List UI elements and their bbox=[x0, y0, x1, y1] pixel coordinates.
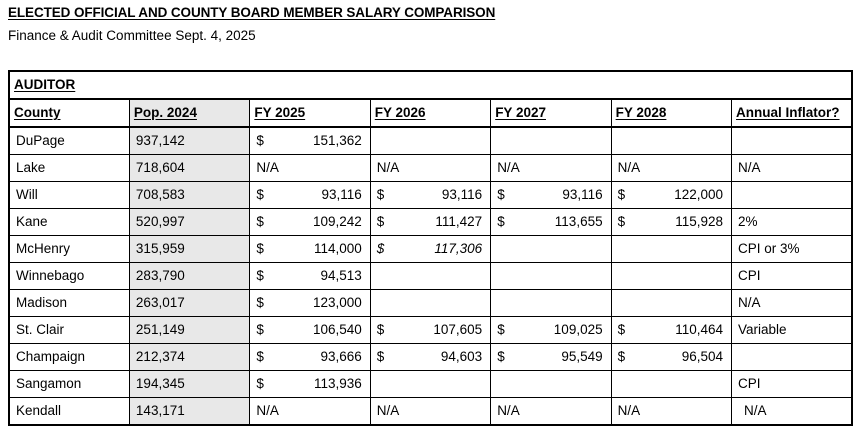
section-label: AUDITOR bbox=[14, 77, 76, 92]
cell-population-2024 bbox=[129, 398, 249, 426]
salary-amount bbox=[254, 263, 365, 289]
page-subtitle: Finance & Audit Committee Sept. 4, 2025 bbox=[8, 28, 256, 43]
county-name: Champaign bbox=[16, 349, 86, 364]
inflator-value: CPI or 3% bbox=[738, 241, 800, 256]
salary-amount bbox=[254, 236, 365, 262]
cell-county bbox=[9, 371, 129, 398]
cell-fy-2027 bbox=[491, 290, 611, 317]
amount-value: 107,605 bbox=[433, 322, 483, 337]
table-body bbox=[9, 71, 852, 425]
cell-county bbox=[9, 127, 129, 155]
table-row bbox=[9, 263, 852, 290]
column-header-fy-2025: FY 2025 bbox=[250, 99, 370, 127]
inflator-value: 2% bbox=[738, 214, 758, 229]
inflator-value: N/A bbox=[738, 160, 761, 175]
inflator-value: N/A bbox=[744, 403, 767, 418]
currency-symbol: $ bbox=[256, 268, 264, 283]
amount-value: 93,666 bbox=[320, 349, 362, 364]
currency-symbol: $ bbox=[497, 214, 505, 229]
cell-population-2024 bbox=[129, 317, 249, 344]
column-header-fy-2026: FY 2026 bbox=[370, 99, 490, 127]
salary-amount bbox=[375, 182, 486, 208]
salary-amount bbox=[495, 209, 606, 235]
population-value: 212,374 bbox=[135, 349, 185, 364]
county-name: Lake bbox=[16, 160, 46, 175]
population-value: 251,149 bbox=[135, 322, 185, 337]
county-name: Sangamon bbox=[16, 376, 82, 391]
cell-county bbox=[9, 155, 129, 182]
cell-fy-2026 bbox=[370, 209, 490, 236]
cell-fy-2027 bbox=[491, 398, 611, 426]
cell-text: N/A bbox=[617, 160, 641, 175]
currency-symbol: $ bbox=[256, 133, 264, 148]
salary-amount bbox=[254, 317, 365, 343]
inflator-value: Variable bbox=[738, 322, 787, 337]
cell-fy-2025 bbox=[250, 263, 370, 290]
amount-value: 94,603 bbox=[440, 349, 483, 364]
auditor-salary-table bbox=[8, 70, 853, 426]
inflator-value: N/A bbox=[738, 295, 761, 310]
cell-fy-2025 bbox=[250, 398, 370, 426]
salary-amount bbox=[616, 182, 727, 208]
inflator-value: CPI bbox=[738, 268, 761, 283]
currency-symbol: $ bbox=[617, 187, 626, 202]
table-row bbox=[9, 317, 852, 344]
cell-annual-inflator bbox=[732, 263, 852, 290]
salary-amount bbox=[375, 344, 486, 370]
cell-fy-2027 bbox=[491, 317, 611, 344]
population-value: 263,017 bbox=[135, 295, 185, 310]
amount-value: 93,116 bbox=[321, 187, 362, 202]
cell-population-2024 bbox=[129, 263, 249, 290]
cell-fy-2026 bbox=[370, 236, 490, 263]
amount-value: 151,362 bbox=[312, 133, 362, 148]
cell-fy-2025 bbox=[250, 290, 370, 317]
cell-population-2024 bbox=[129, 344, 249, 371]
county-name: St. Clair bbox=[16, 322, 65, 337]
amount-value: 115,928 bbox=[675, 214, 724, 229]
section-header-row bbox=[9, 71, 852, 99]
county-name: Madison bbox=[16, 295, 68, 310]
cell-population-2024 bbox=[129, 182, 249, 209]
currency-symbol: $ bbox=[376, 214, 385, 229]
salary-amount bbox=[254, 182, 365, 208]
salary-amount bbox=[616, 344, 727, 370]
table-row bbox=[9, 398, 852, 426]
salary-amount bbox=[616, 209, 727, 235]
cell-annual-inflator bbox=[732, 398, 852, 426]
cell-text: N/A bbox=[497, 160, 520, 175]
cell-fy-2027 bbox=[491, 155, 611, 182]
cell-fy-2027 bbox=[491, 127, 611, 155]
cell-fy-2025 bbox=[250, 209, 370, 236]
amount-value: 96,504 bbox=[681, 349, 724, 364]
column-header-row bbox=[9, 99, 852, 127]
population-value: 143,171 bbox=[135, 403, 185, 418]
population-value: 718,604 bbox=[135, 160, 185, 175]
cell-population-2024 bbox=[129, 209, 249, 236]
table-row bbox=[9, 371, 852, 398]
cell-annual-inflator bbox=[732, 155, 852, 182]
cell-fy-2027 bbox=[491, 236, 611, 263]
salary-amount bbox=[495, 317, 606, 343]
cell-fy-2026 bbox=[370, 317, 490, 344]
currency-symbol: $ bbox=[256, 322, 264, 337]
amount-value: 110,464 bbox=[675, 322, 724, 337]
section-label-cell bbox=[9, 71, 852, 99]
cell-county bbox=[9, 398, 129, 426]
cell-fy-2025 bbox=[250, 127, 370, 155]
amount-value: 106,540 bbox=[312, 322, 362, 337]
cell-annual-inflator bbox=[732, 182, 852, 209]
cell-fy-2025 bbox=[250, 236, 370, 263]
salary-amount bbox=[375, 236, 486, 262]
currency-symbol: $ bbox=[256, 376, 264, 391]
cell-county bbox=[9, 182, 129, 209]
cell-population-2024 bbox=[129, 290, 249, 317]
amount-value: 113,655 bbox=[554, 214, 603, 229]
cell-fy-2026 bbox=[370, 398, 490, 426]
cell-fy-2027 bbox=[491, 263, 611, 290]
currency-symbol: $ bbox=[256, 241, 264, 256]
salary-amount bbox=[495, 344, 606, 370]
cell-fy-2027 bbox=[491, 209, 611, 236]
cell-annual-inflator bbox=[732, 344, 852, 371]
cell-fy-2028 bbox=[611, 317, 731, 344]
amount-value: 111,427 bbox=[435, 214, 483, 229]
cell-fy-2026 bbox=[370, 290, 490, 317]
cell-annual-inflator bbox=[732, 317, 852, 344]
column-header-annual-inflator: Annual Inflator? bbox=[732, 99, 852, 127]
county-name: McHenry bbox=[16, 241, 71, 256]
salary-table-container bbox=[8, 70, 853, 426]
currency-symbol: $ bbox=[617, 349, 626, 364]
currency-symbol: $ bbox=[256, 187, 264, 202]
amount-value: 113,936 bbox=[313, 376, 362, 391]
cell-fy-2026 bbox=[370, 182, 490, 209]
amount-value: 94,513 bbox=[320, 268, 362, 283]
cell-population-2024 bbox=[129, 236, 249, 263]
cell-text: N/A bbox=[376, 160, 400, 175]
table-row bbox=[9, 236, 852, 263]
cell-text: N/A bbox=[376, 403, 400, 418]
cell-text: N/A bbox=[497, 403, 520, 418]
amount-value: 123,000 bbox=[312, 295, 362, 310]
page-title: ELECTED OFFICIAL AND COUNTY BOARD MEMBER SALARY COMPARISON bbox=[8, 5, 496, 20]
cell-fy-2026 bbox=[370, 127, 490, 155]
cell-fy-2028 bbox=[611, 290, 731, 317]
table-row bbox=[9, 209, 852, 236]
cell-fy-2028 bbox=[611, 344, 731, 371]
currency-symbol: $ bbox=[617, 322, 626, 337]
cell-fy-2028 bbox=[611, 263, 731, 290]
cell-fy-2028 bbox=[611, 236, 731, 263]
population-value: 937,142 bbox=[135, 133, 185, 148]
cell-fy-2025 bbox=[250, 155, 370, 182]
cell-county bbox=[9, 236, 129, 263]
cell-fy-2028 bbox=[611, 209, 731, 236]
currency-symbol: $ bbox=[376, 187, 385, 202]
inflator-value: CPI bbox=[738, 376, 761, 391]
cell-text: N/A bbox=[256, 403, 279, 418]
amount-value: 122,000 bbox=[674, 187, 724, 202]
amount-value: 93,116 bbox=[441, 187, 483, 202]
amount-value: 109,242 bbox=[312, 214, 362, 229]
population-value: 520,997 bbox=[135, 214, 185, 229]
cell-text: N/A bbox=[617, 403, 641, 418]
amount-value: 117,306 bbox=[434, 241, 483, 256]
county-name: Kendall bbox=[16, 403, 62, 418]
cell-fy-2027 bbox=[491, 371, 611, 398]
cell-fy-2028 bbox=[611, 127, 731, 155]
cell-fy-2028 bbox=[611, 155, 731, 182]
currency-symbol: $ bbox=[617, 214, 626, 229]
amount-value: 95,549 bbox=[561, 349, 603, 364]
cell-fy-2025 bbox=[250, 317, 370, 344]
column-header-fy-2028: FY 2028 bbox=[611, 99, 731, 127]
cell-annual-inflator bbox=[732, 371, 852, 398]
salary-amount bbox=[616, 317, 727, 343]
cell-fy-2028 bbox=[611, 398, 731, 426]
salary-amount bbox=[254, 128, 365, 154]
cell-annual-inflator bbox=[732, 209, 852, 236]
cell-annual-inflator bbox=[732, 290, 852, 317]
cell-county bbox=[9, 317, 129, 344]
county-name: Winnebago bbox=[16, 268, 85, 283]
cell-fy-2028 bbox=[611, 182, 731, 209]
salary-amount bbox=[254, 290, 365, 316]
cell-fy-2026 bbox=[370, 344, 490, 371]
column-header-pop-2024: Pop. 2024 bbox=[129, 99, 249, 127]
cell-fy-2028 bbox=[611, 371, 731, 398]
table-row bbox=[9, 127, 852, 155]
cell-fy-2025 bbox=[250, 371, 370, 398]
cell-fy-2027 bbox=[491, 182, 611, 209]
cell-fy-2025 bbox=[250, 344, 370, 371]
amount-value: 114,000 bbox=[313, 241, 362, 256]
county-name: Will bbox=[16, 187, 38, 202]
currency-symbol: $ bbox=[376, 322, 385, 337]
cell-fy-2026 bbox=[370, 155, 490, 182]
currency-symbol: $ bbox=[376, 349, 385, 364]
cell-population-2024 bbox=[129, 127, 249, 155]
population-value: 315,959 bbox=[135, 241, 185, 256]
salary-amount bbox=[254, 209, 365, 235]
amount-value: 109,025 bbox=[553, 322, 603, 337]
currency-symbol: $ bbox=[497, 187, 505, 202]
population-value: 283,790 bbox=[135, 268, 185, 283]
currency-symbol: $ bbox=[256, 295, 264, 310]
currency-symbol: $ bbox=[497, 349, 505, 364]
cell-fy-2025 bbox=[250, 182, 370, 209]
cell-county bbox=[9, 263, 129, 290]
population-value: 708,583 bbox=[135, 187, 185, 202]
table-row bbox=[9, 344, 852, 371]
cell-annual-inflator bbox=[732, 127, 852, 155]
cell-text: N/A bbox=[256, 160, 279, 175]
salary-amount bbox=[375, 317, 486, 343]
cell-county bbox=[9, 344, 129, 371]
salary-amount bbox=[254, 344, 365, 370]
table-row bbox=[9, 155, 852, 182]
county-name: Kane bbox=[16, 214, 48, 229]
cell-population-2024 bbox=[129, 155, 249, 182]
cell-fy-2026 bbox=[370, 263, 490, 290]
county-name: DuPage bbox=[16, 133, 65, 148]
table-row bbox=[9, 290, 852, 317]
cell-annual-inflator bbox=[732, 236, 852, 263]
cell-fy-2027 bbox=[491, 344, 611, 371]
currency-symbol: $ bbox=[497, 322, 505, 337]
amount-value: 93,116 bbox=[562, 187, 603, 202]
cell-county bbox=[9, 290, 129, 317]
table-row bbox=[9, 182, 852, 209]
salary-amount bbox=[495, 182, 606, 208]
salary-amount bbox=[254, 371, 365, 397]
population-value: 194,345 bbox=[135, 376, 185, 391]
currency-symbol: $ bbox=[376, 241, 385, 256]
column-header-county: County bbox=[9, 99, 129, 127]
cell-county bbox=[9, 209, 129, 236]
salary-amount bbox=[375, 209, 486, 235]
currency-symbol: $ bbox=[256, 214, 264, 229]
currency-symbol: $ bbox=[256, 349, 264, 364]
column-header-fy-2027: FY 2027 bbox=[491, 99, 611, 127]
cell-fy-2026 bbox=[370, 371, 490, 398]
cell-population-2024 bbox=[129, 371, 249, 398]
